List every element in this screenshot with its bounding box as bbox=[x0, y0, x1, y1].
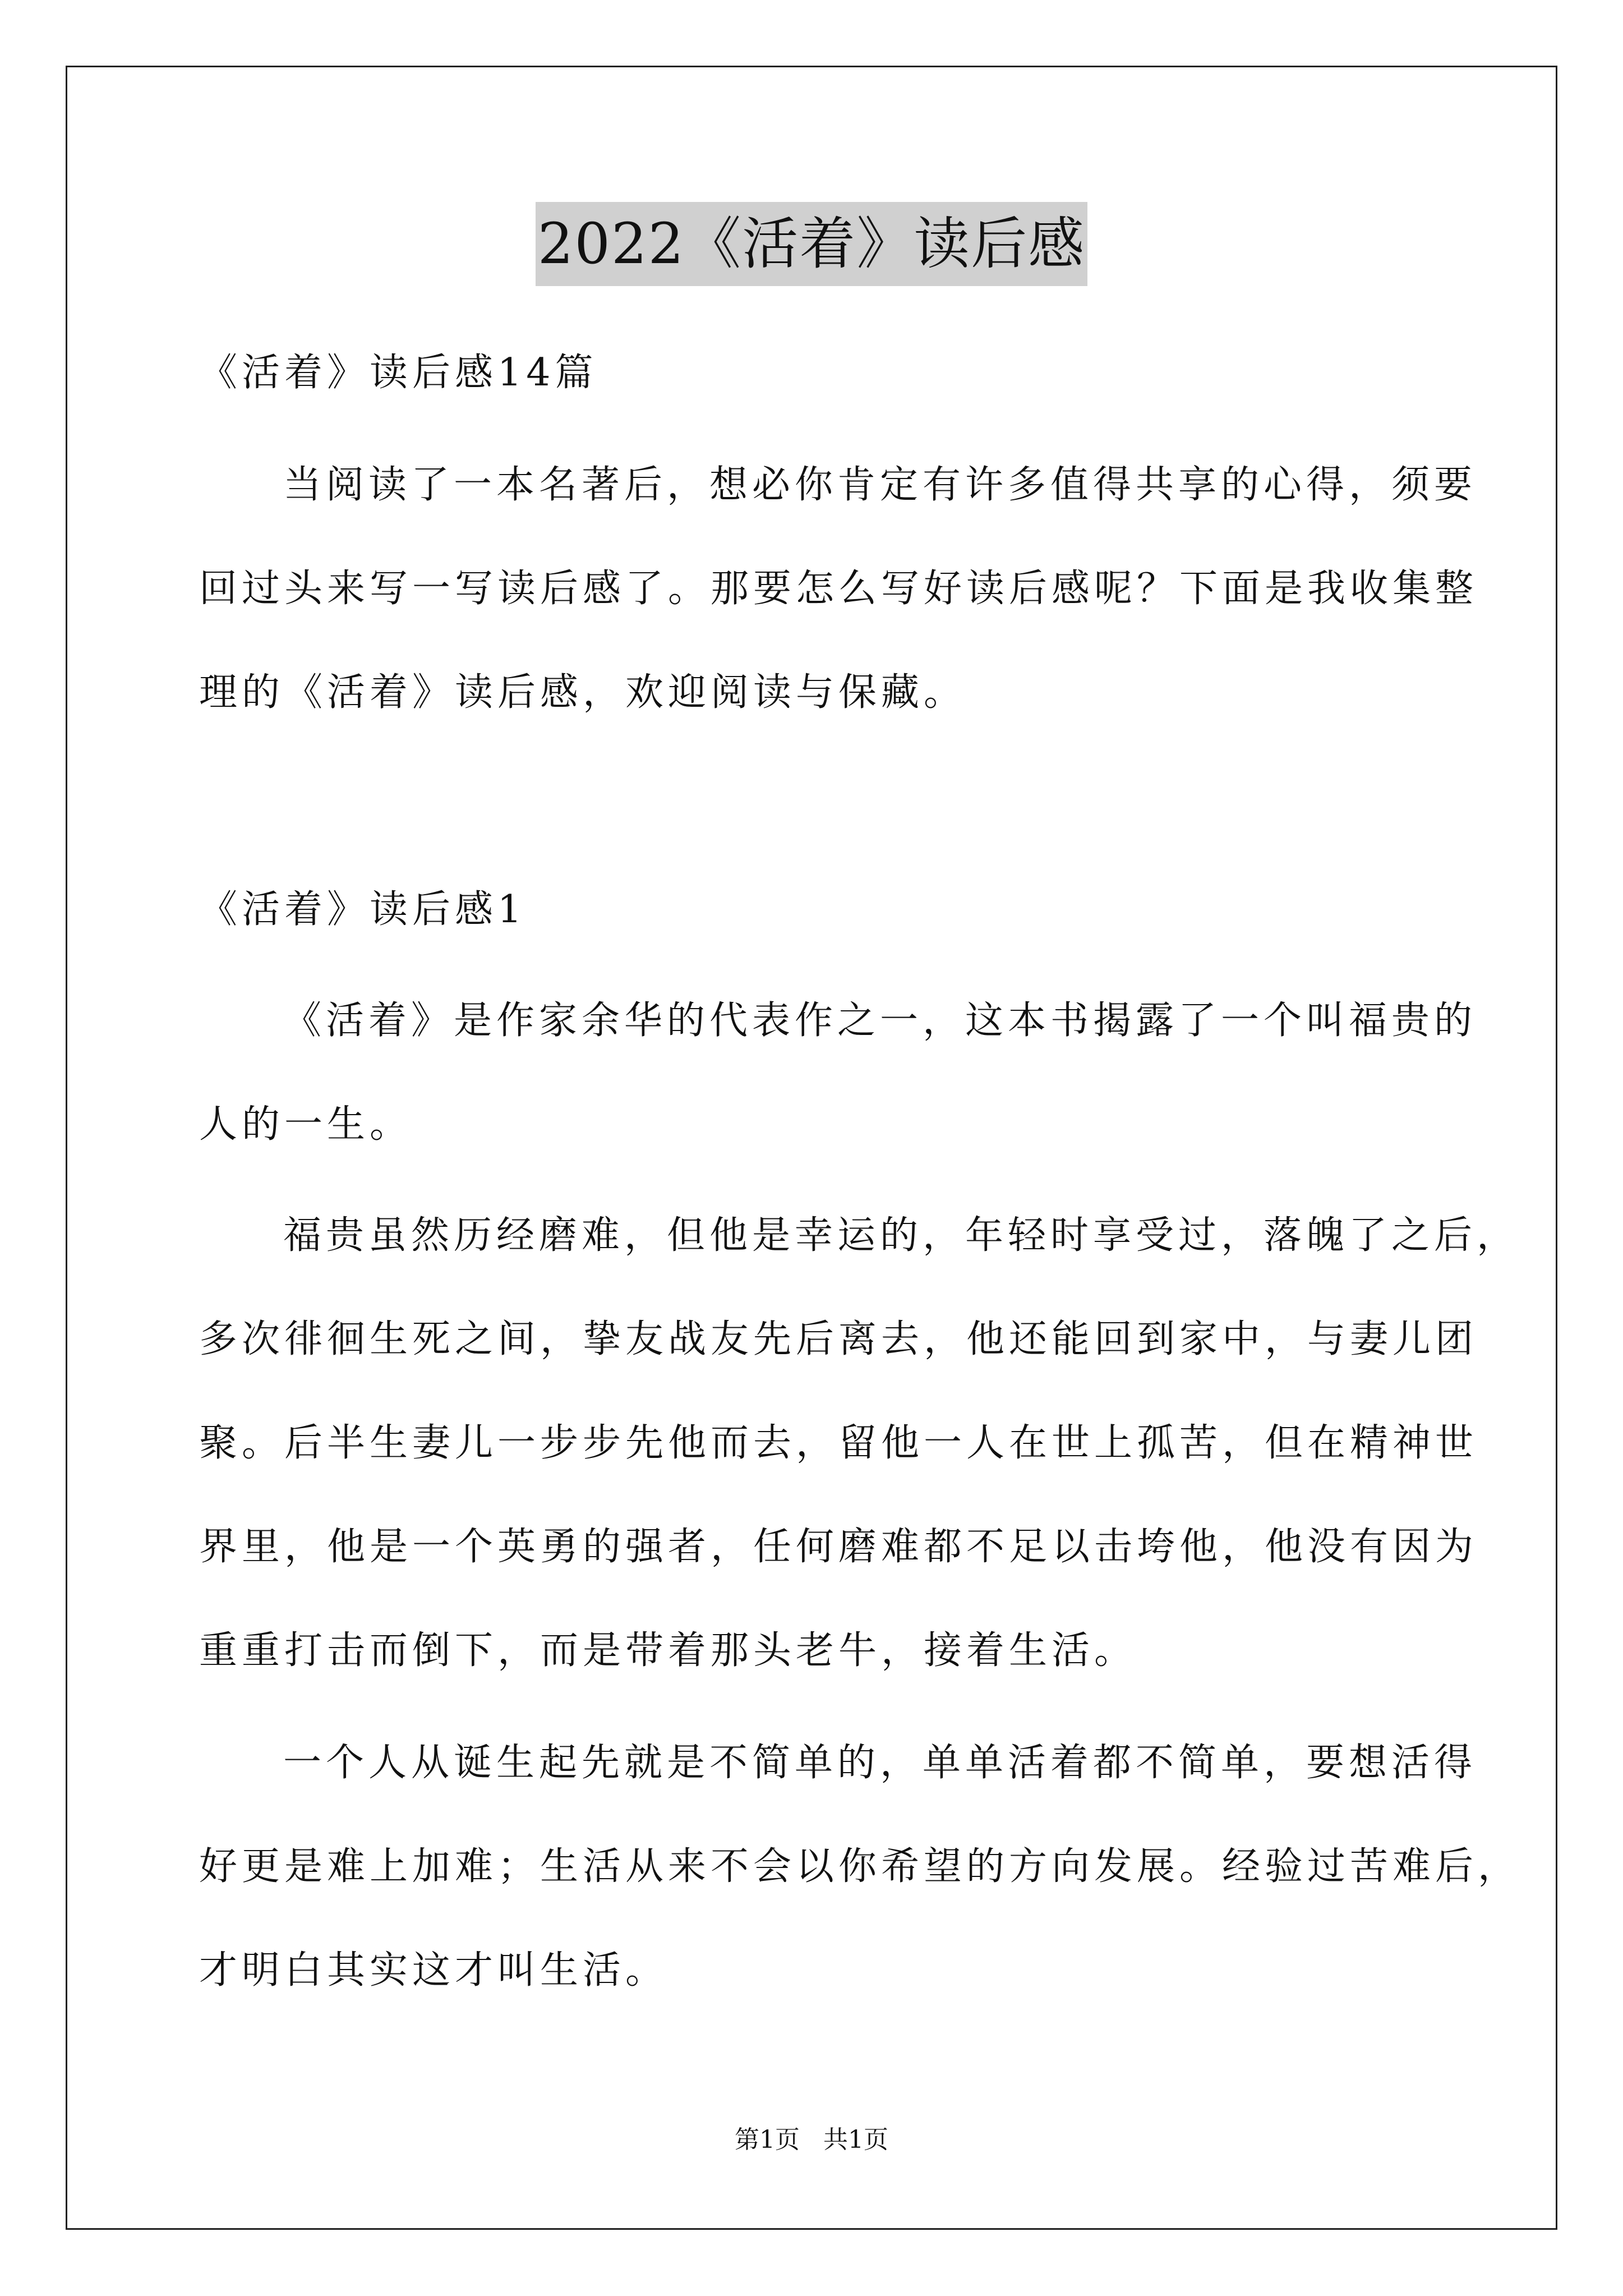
intro-line: 回过头来写一写读后感了。那要怎么写好读后感呢？下面是我收集整 bbox=[199, 567, 1478, 611]
paragraph-line: 《活着》是作家余华的代表作之一，这本书揭露了一个叫福贵的 bbox=[283, 999, 1477, 1043]
paragraph-line: 聚。后半生妻儿一步步先他而去，留他一人在世上孤苦，但在精神世 bbox=[199, 1421, 1478, 1465]
paragraph-line: 重重打击而倒下，而是带着那头老牛，接着生活。 bbox=[199, 1628, 1137, 1673]
document-title: 2022《活着》读后感 bbox=[536, 202, 1088, 286]
title-container bbox=[0, 202, 1623, 286]
paragraph-line: 好更是难上加难；生活从来不会以你希望的方向发展。经验过苦难后， bbox=[199, 1844, 1521, 1889]
section-heading: 《活着》读后感1 bbox=[199, 887, 527, 932]
subtitle: 《活着》读后感14篇 bbox=[199, 351, 598, 395]
paragraph-line: 多次徘徊生死之间，挚友战友先后离去，他还能回到家中，与妻儿团 bbox=[199, 1317, 1478, 1361]
intro-line: 当阅读了一本名著后，想必你肯定有许多值得共享的心得，须要 bbox=[283, 463, 1477, 507]
paragraph-line: 福贵虽然历经磨难，但他是幸运的，年轻时享受过，落魄了之后， bbox=[283, 1213, 1520, 1258]
paragraph-line: 人的一生。 bbox=[199, 1102, 413, 1147]
intro-line: 理的《活着》读后感，欢迎阅读与保藏。 bbox=[199, 670, 967, 715]
paragraph-line: 界里，他是一个英勇的强者，任何磨难都不足以击垮他，他没有因为 bbox=[199, 1525, 1478, 1569]
paragraph-line: 才明白其实这才叫生活。 bbox=[199, 1948, 668, 1993]
paragraph-line: 一个人从诞生起先就是不简单的，单单活着都不简单，要想活得 bbox=[283, 1741, 1477, 1785]
page-footer: 第1页 共1页 bbox=[735, 2125, 888, 2154]
